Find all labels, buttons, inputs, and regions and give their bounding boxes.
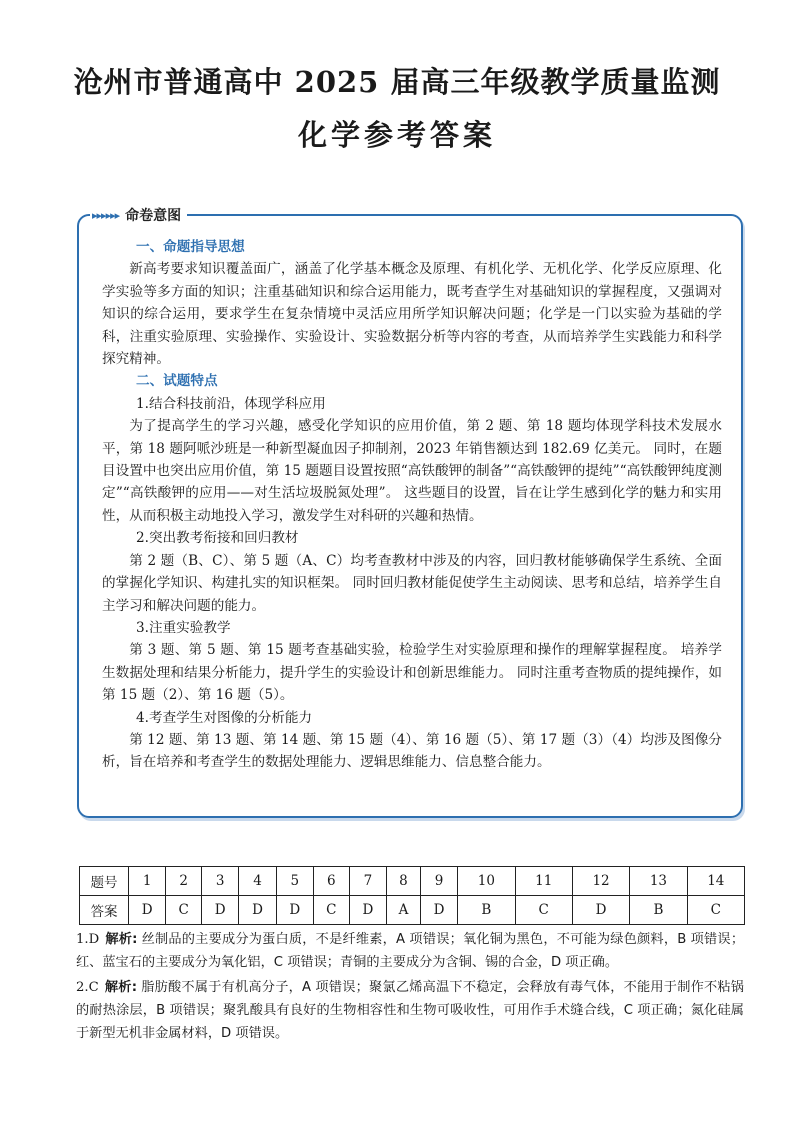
answer-cell: C [687,896,744,925]
question-number: 10 [458,867,515,896]
answer-cell: C [313,896,349,925]
answer-cell: D [129,896,166,925]
point-paragraph: 第 2 题（B、C）、第 5 题（A、C）均考查教材中涉及的内容，回归教材能够确保学生系统、全面的掌握化学知识、构建扎实的知识框架。 同时回归教材能促使学生主动阅读、思考和总结，培养学生自主学习和解决问题的能力。 [102,552,722,614]
answer-cell: B [630,896,687,925]
question-number: 7 [349,867,386,896]
answer-cell: D [276,896,313,925]
question-number-row [80,867,745,896]
question-number: 3 [202,867,239,896]
point-heading: 3.注重实验教学 [136,619,231,636]
point-heading: 1.结合科技前沿，体现学科应用 [136,395,326,412]
answer-cell: C [166,896,202,925]
section-paragraph: 新高考要求知识覆盖面广，涵盖了化学基本概念及原理、有机化学、无机化学、化学反应原理、化学实验等多方面的知识；注重基础知识和综合运用能力，既考查学生对基础知识的掌握程度，又强调对知识的综合运用，要求学生在复杂情境中灵活应用所学知识解决问题；化学是一门以实验为基础的学科，注重实验原理、实验操作、实验设计、实验数据分析等内容的考查，从而培养学生实践能力和科学探究精神。 [102,261,722,368]
point-paragraph: 第 12 题、第 13 题、第 14 题、第 15 题（4）、第 16 题（5）、第 17 题（3）（4）均涉及图像分析，旨在培养和考查学生的数据处理能力、逻辑思维能力、信息整合能力。 [102,731,722,771]
question-number: 13 [630,867,687,896]
question-number: 9 [420,867,457,896]
explanation-number: 2.C [76,980,99,995]
explanation-number: 1.D [76,932,100,947]
intent-content [102,236,722,774]
answer-cell: D [572,896,629,925]
answer-cell: D [239,896,276,925]
question-number: 11 [515,867,572,896]
answer-table [79,866,745,925]
explanation-tag: 解析: [104,980,137,995]
answer-cell: C [515,896,572,925]
explanation-item [76,928,744,974]
explanations [76,928,744,1047]
answer-cell: A [387,896,421,925]
question-number: 5 [276,867,313,896]
question-number: 4 [239,867,276,896]
section-heading: 二、试题特点 [136,373,218,390]
answer-cell: D [202,896,239,925]
document-subtitle: 化学参考答案 [297,118,496,152]
point-paragraph: 第 3 题、第 5 题、第 15 题考查基础实验，检验学生对实验原理和操作的理解掌握程度。 培养学生数据处理和结果分析能力，提升学生的实验设计和创新思维能力。 同时注重考查物质的提纯操作，如第 15 题（2）、第 16 题（5）。 [102,642,722,704]
question-number: 1 [129,867,166,896]
answer-cell: B [458,896,515,925]
question-number: 2 [166,867,202,896]
intent-title: 命卷意图 [125,208,182,224]
answer-row [80,896,745,925]
answer-cell: D [349,896,386,925]
point-heading: 2.突出教考衔接和回归教材 [136,530,299,547]
question-number: 14 [687,867,744,896]
intent-header [90,204,187,226]
explanation-text: 丝制品的主要成分为蛋白质，不是纤维素，A 项错误；氧化铜为黑色，不可能为绿色颜料，B 项错误；红、蓝宝石的主要成分为氧化铝，C 项错误；青铜的主要成分为含铜、锡的合金，D 项正确。 [76,932,745,970]
answer-cell: D [420,896,457,925]
question-number: 12 [572,867,629,896]
point-paragraph: 为了提高学生的学习兴趣，感受化学知识的应用价值，第 2 题、第 18 题均体现学科技术发展水平，第 18 题阿哌沙班是一种新型凝血因子抑制剂，2023 年销售额达到 182.69 亿美元。 同时，在题目设置中也突出应用价值，第 15 题题目设置按照“高铁酸钾的制备”“高铁酸钾的提纯”“高铁酸钾纯度测定”“高铁酸钾的应用——对生活垃圾脱氮处理”。 这些题目的设置，旨在让学生感到化学的魅力和实用性，从而积极主动地投入学习，激发学生对科研的兴趣和热情。 [102,418,722,524]
arrows-icon: ▸▸▸▸▸▸ [92,208,120,222]
question-number: 6 [313,867,349,896]
point-heading: 4.考查学生对图像的分析能力 [136,709,313,726]
row-label: 题号 [80,867,129,896]
explanation-tag: 解析: [105,932,138,947]
question-number: 8 [387,867,421,896]
section-heading: 一、命题指导思想 [136,239,245,255]
document-title: 沧州市普通高中 2025 届高三年级教学质量监测 [73,65,721,99]
row-label: 答案 [80,896,129,925]
explanation-text: 脂肪酸不属于有机高分子，A 项错误；聚氯乙烯高温下不稳定，会释放有毒气体，不能用于制作不粘锅的耐热涂层，B 项错误；聚乳酸具有良好的生物相容性和生物可吸收性，可用作手术缝合线，C 项正确；氮化硅属于新型无机非金属材料，D 项错误。 [76,980,744,1041]
explanation-item [76,976,744,1045]
